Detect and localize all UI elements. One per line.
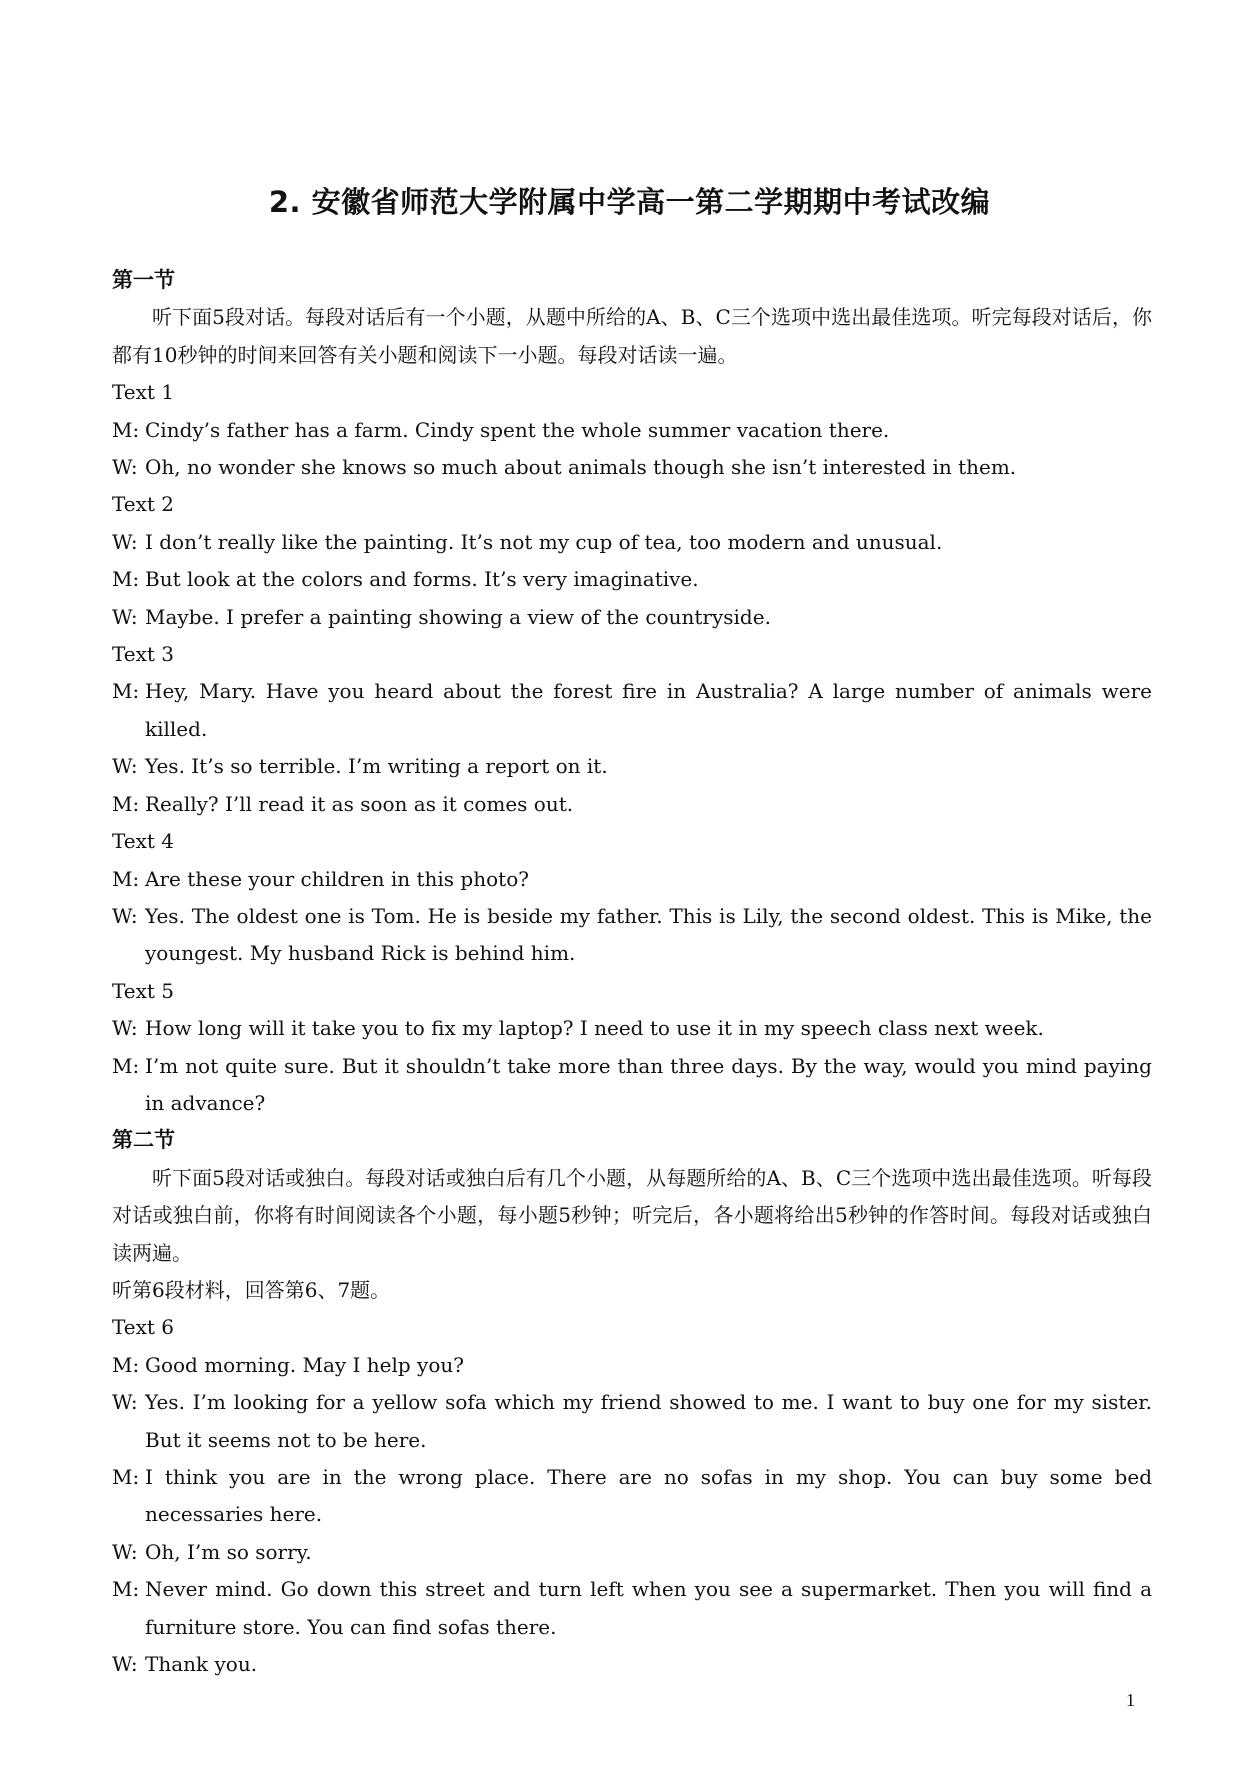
document-body — [112, 262, 1152, 1683]
section-heading: 第一节 — [112, 268, 175, 292]
instruction-paragraph: 听下面5段对话。每段对话后有一个小题，从题中所给的A、B、C三个选项中选出最佳选项。听完每段对话后，你都有10秒钟的时间来回答有关小题和阅读下一小题。每段对话读一遍。 — [112, 305, 1152, 367]
speaker-label: M: — [112, 567, 140, 592]
dialogue-text: Yes. It’s so terrible. I’m writing a report on it. — [145, 754, 608, 779]
dialogue-line — [112, 1048, 1152, 1123]
dialogue-text: Oh, no wonder she knows so much about animals though she isn’t interested in them. — [145, 455, 1017, 480]
text-label: 听第6段材料，回答第6、7题。 — [112, 1277, 391, 1302]
text-label: Text 1 — [112, 380, 175, 405]
text-label: Text 4 — [112, 829, 175, 854]
speaker-label: M: — [112, 1577, 140, 1602]
dialogue-text: Are these your children in this photo? — [145, 866, 529, 891]
dialogue-text: Yes. The oldest one is Tom. He is beside my father. This is Lily, the second oldest. This is Mike, the youngest. My husband Rick is behind him. — [145, 903, 1152, 966]
dialogue-text: I don’t really like the painting. It’s not my cup of tea, too modern and unusual. — [145, 529, 943, 554]
speaker-label: W: — [112, 754, 138, 779]
instruction-paragraph: 听下面5段对话或独白。每段对话或独白后有几个小题，从每题所给的A、B、C三个选项中选出最佳选项。听每段对话或独白前，你将有时间阅读各个小题，每小题5秒钟；听完后，各小题将给出5秒钟的作答时间。每段对话或独白读两遍。 — [112, 1165, 1152, 1265]
dialogue-text: Maybe. I prefer a painting showing a view of the countryside. — [145, 604, 771, 629]
speaker-label: M: — [112, 679, 140, 704]
dialogue-text: I’m not quite sure. But it shouldn’t take more than three days. By the way, would you mind paying in advance? — [145, 1053, 1152, 1115]
dialogue-text: Thank you. — [145, 1652, 258, 1677]
dialogue-line — [112, 1384, 1152, 1459]
dialogue-text: But look at the colors and forms. It’s very imaginative. — [145, 567, 699, 592]
dialogue-line — [112, 673, 1152, 748]
dialogue-text: Yes. I’m looking for a yellow sofa which my friend showed to me. I want to buy one for my sister. But it seems not to be here. — [145, 1390, 1152, 1452]
dialogue-line — [112, 1347, 1152, 1384]
dialogue-line — [112, 1534, 1152, 1571]
text-label: Text 5 — [112, 978, 175, 1003]
dialogue-line — [112, 1459, 1152, 1534]
page-number: 1 — [1126, 1690, 1135, 1710]
speaker-label: W: — [112, 1016, 138, 1041]
dialogue-text: Hey, Mary. Have you heard about the forest fire in Australia? A large number of animals were killed. — [145, 679, 1152, 741]
dialogue-line — [112, 861, 1152, 898]
speaker-label: M: — [112, 1053, 140, 1078]
dialogue-text: Oh, I’m so sorry. — [145, 1539, 312, 1564]
speaker-label: M: — [112, 1465, 140, 1489]
speaker-label: M: — [112, 417, 140, 442]
dialogue-text: Really? I’ll read it as soon as it comes out. — [145, 791, 574, 816]
speaker-label: W: — [112, 1390, 138, 1415]
speaker-label: W: — [112, 1539, 138, 1564]
dialogue-line — [112, 599, 1152, 636]
speaker-label: M: — [112, 866, 140, 891]
dialogue-line — [112, 1646, 1152, 1683]
speaker-label: W: — [112, 1652, 138, 1677]
speaker-label: M: — [112, 791, 140, 816]
text-label: Text 3 — [112, 642, 175, 667]
dialogue-line — [112, 561, 1152, 598]
speaker-label: W: — [112, 604, 138, 629]
speaker-label: W: — [112, 529, 138, 554]
dialogue-line — [112, 786, 1152, 823]
dialogue-text: Cindy’s father has a farm. Cindy spent the whole summer vacation there. — [145, 417, 890, 442]
dialogue-line — [112, 748, 1152, 785]
dialogue-line — [112, 1010, 1152, 1047]
dialogue-line — [112, 524, 1152, 561]
text-label: Text 6 — [112, 1315, 175, 1340]
speaker-label: W: — [112, 903, 138, 928]
dialogue-text: Good morning. May I help you? — [145, 1352, 464, 1377]
dialogue-line — [112, 898, 1152, 973]
dialogue-line — [112, 412, 1152, 449]
speaker-label: W: — [112, 455, 138, 480]
dialogue-text: How long will it take you to fix my laptop? I need to use it in my speech class next week. — [145, 1016, 1044, 1041]
dialogue-line — [112, 449, 1152, 486]
speaker-label: M: — [112, 1352, 140, 1377]
text-label: Text 2 — [112, 492, 175, 517]
dialogue-line — [112, 1571, 1152, 1646]
dialogue-text: Never mind. Go down this street and turn left when you see a supermarket. Then you will find a furniture store. You can find sofas there. — [145, 1577, 1152, 1639]
page-title: 2. 安徽省师范大学附属中学高一第二学期期中考试改编 — [268, 185, 991, 219]
section-heading: 第二节 — [112, 1128, 175, 1153]
dialogue-text: I think you are in the wrong place. There are no sofas in my shop. You can buy some bed necessaries here. — [145, 1465, 1152, 1527]
